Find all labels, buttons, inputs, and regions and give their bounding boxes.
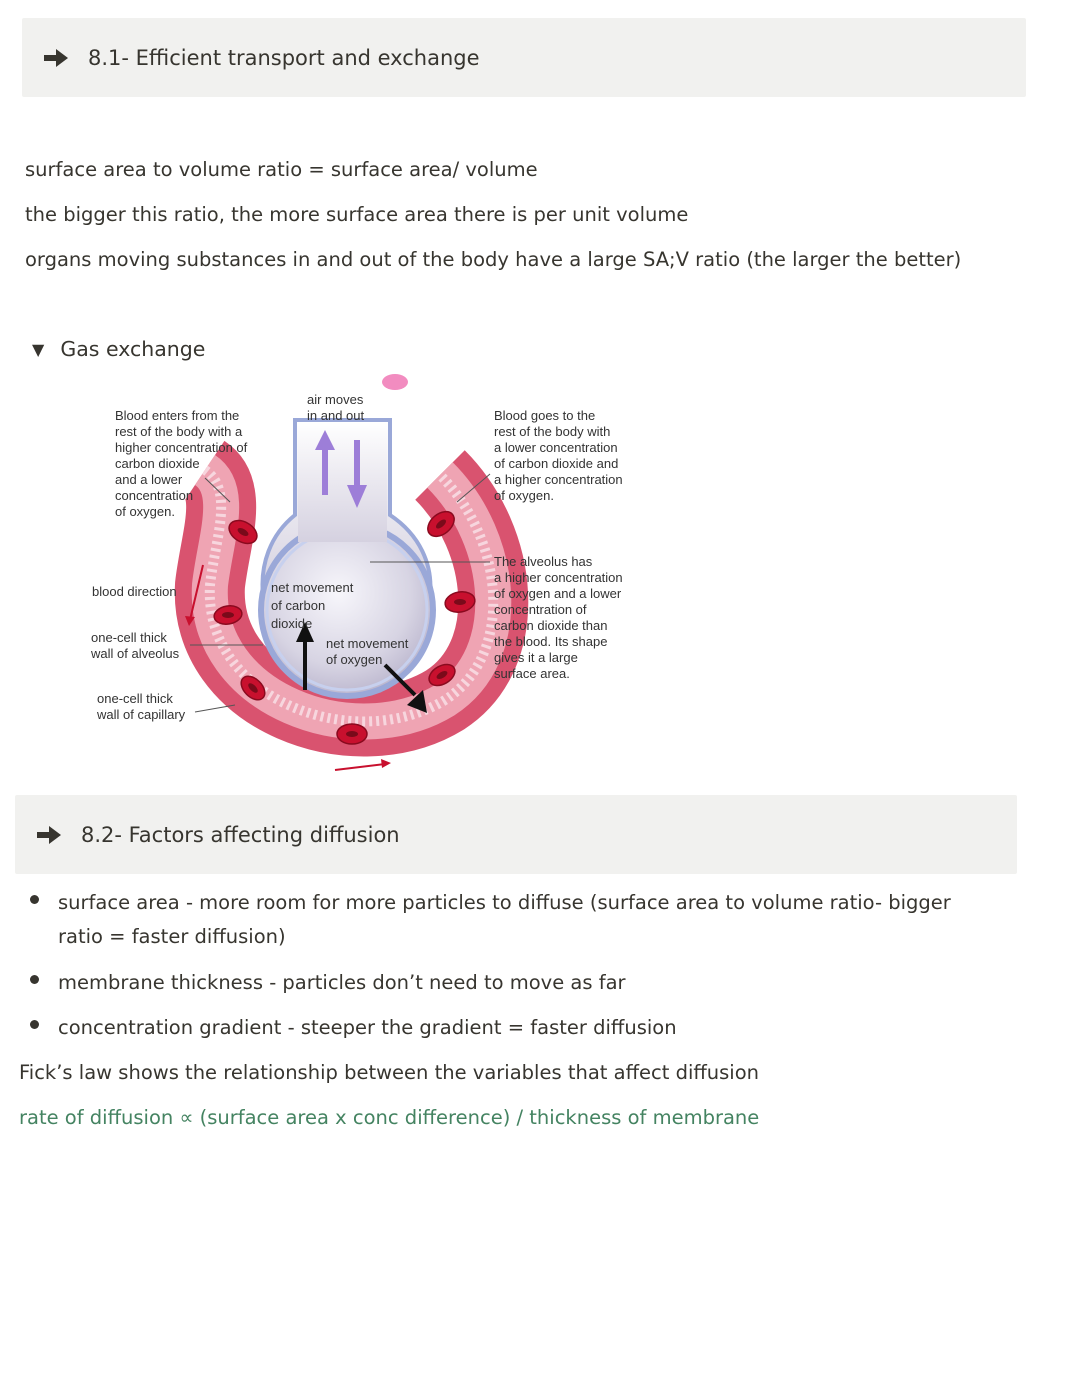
alveolus-neck-cover	[298, 422, 387, 542]
label-blood-direction: blood direction	[92, 584, 177, 599]
toggle-label: Gas exchange	[60, 337, 206, 361]
label-blood-goes-line-3: a lower concentration	[494, 440, 618, 455]
label-co2-line-2: of carbon	[271, 598, 326, 613]
label-blood-enters-line-3: higher concentration of	[115, 440, 248, 455]
label-blood-enters-line-1: Blood enters from the	[115, 408, 240, 423]
gas-exchange-toggle[interactable]	[32, 337, 205, 361]
label-wall-capillary-line-1: one-cell thick	[97, 691, 173, 706]
bullet-text-line-2: ratio = faster diffusion)	[58, 925, 286, 948]
section-heading-8-2[interactable]	[15, 795, 1017, 874]
sa-v-bigger-ratio: the bigger this ratio, the more surface area there is per unit volume	[25, 203, 689, 226]
label-blood-goes-line-6: of oxygen.	[494, 488, 554, 503]
pointer-wall-capillary	[195, 705, 235, 712]
blood-flow-arrowhead	[381, 759, 391, 768]
label-o2-line-2: of oxygen	[326, 652, 383, 667]
label-wall-alveolus-line-1: one-cell thick	[91, 630, 167, 645]
label-blood-goes	[494, 408, 626, 503]
bullet-surface-area	[30, 886, 951, 954]
label-blood-goes-line-2: rest of the body with	[494, 424, 611, 439]
label-alveolus-line-3: of oxygen and a lower	[494, 586, 622, 601]
label-wall-capillary	[96, 691, 186, 722]
blood-flow-arrow	[335, 764, 385, 770]
label-blood-goes-line-5: a higher concentration	[494, 472, 623, 487]
airway-opening	[382, 374, 408, 390]
sa-v-organs: organs moving substances in and out of the body have a large SA;V ratio (the larger the better)	[25, 248, 962, 271]
ficks-law-text: Fick’s law shows the relationship between the variables that affect diffusion	[19, 1061, 760, 1084]
label-blood-goes-line-1: Blood goes to the	[494, 408, 596, 423]
section-heading-text: 8.1- Efficient transport and exchange	[88, 45, 480, 70]
label-co2-line-3: dioxide	[271, 616, 313, 631]
label-air-line-2: in and out	[307, 408, 365, 423]
rbc-2-centre	[222, 612, 234, 618]
label-wall-capillary-line-2: wall of capillary	[97, 707, 186, 722]
label-o2-line-1: net movement	[326, 636, 409, 651]
bullet-dot	[30, 975, 39, 984]
alveolus-diagram	[85, 370, 655, 780]
label-co2-line-1: net movement	[271, 580, 354, 595]
label-alveolus-line-4: concentration of	[494, 602, 587, 617]
label-alveolus-line-1: The alveolus has	[494, 554, 593, 569]
label-air-line-1: air moves	[307, 392, 364, 407]
label-alveolus-line-8: surface area.	[494, 666, 570, 681]
bullet-concentration-gradient	[30, 1011, 677, 1045]
label-alveolus-line-7: gives it a large	[494, 650, 578, 665]
section-heading-text: 8.2- Factors affecting diffusion	[81, 822, 400, 847]
label-alveolus-line-2: a higher concentration	[494, 570, 623, 585]
label-alveolus-line-6: the blood. Its shape	[494, 634, 608, 649]
rbc-6-centre	[454, 599, 466, 605]
bullet-membrane-thickness	[30, 966, 626, 1000]
label-blood-enters-line-6: concentration	[115, 488, 194, 503]
label-blood-enters-line-4: carbon dioxide	[115, 456, 200, 471]
label-blood-enters-line-7: of oxygen.	[115, 504, 175, 519]
arrow-right-icon	[35, 824, 63, 846]
label-alveolus	[494, 554, 626, 681]
label-blood-goes-line-4: of carbon dioxide and	[494, 456, 619, 471]
bullet-text: concentration gradient - steeper the gradient = faster diffusion	[58, 1016, 677, 1039]
section-heading-8-1[interactable]	[22, 18, 1026, 97]
label-wall-alveolus	[90, 630, 180, 661]
ficks-law-formula: rate of diffusion ∝ (surface area x conc difference) / thickness of membrane	[19, 1106, 760, 1129]
bullet-text: membrane thickness - particles don’t need to move as far	[58, 971, 626, 994]
label-blood-enters-line-2: rest of the body with a	[115, 424, 243, 439]
bullet-dot	[30, 895, 39, 904]
label-alveolus-line-5: carbon dioxide than	[494, 618, 608, 633]
bullet-text-line-1: surface area - more room for more particles to diffuse (surface area to volume ratio- bigger	[58, 891, 951, 914]
label-blood-enters-line-5: and a lower	[115, 472, 183, 487]
rbc-4-centre	[346, 731, 358, 737]
sa-v-definition: surface area to volume ratio = surface area/ volume	[25, 158, 538, 181]
label-wall-alveolus-line-2: wall of alveolus	[91, 646, 180, 661]
toggle-triangle-icon[interactable]: ▼	[32, 339, 45, 359]
arrow-right-icon	[42, 47, 70, 69]
bullet-dot	[30, 1020, 39, 1029]
label-air	[307, 392, 364, 423]
